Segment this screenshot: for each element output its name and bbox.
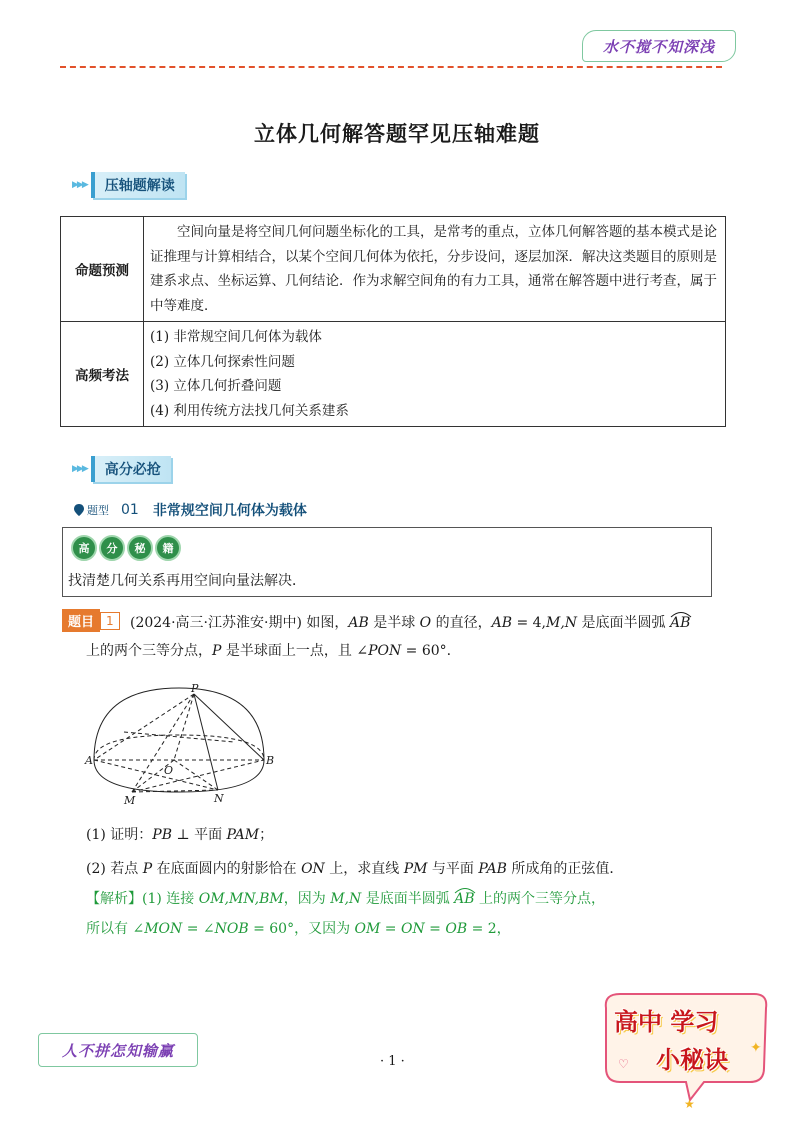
question-1: (1) 证明：PB ⊥ 平面 PAM；: [86, 827, 274, 843]
table-head-methods: 高频考法: [61, 322, 144, 427]
location-pin-icon: [74, 504, 84, 516]
section-banner-label: 压轴题解读: [91, 172, 185, 198]
arc-icon: [670, 610, 692, 618]
type-title: 非常规空间几何体为载体: [152, 503, 307, 519]
point-label-m: M: [124, 794, 136, 807]
problem-line-1: (2024·高三·江苏淮安·期中) 如图，AB 是半球 O 的直径，AB = 4,M,N 是底面半圆弧 AB: [130, 612, 690, 632]
badge-line-2: 小秘诀: [656, 1046, 728, 1074]
problem-label: 题目: [62, 609, 100, 632]
list-item: (1) 非常规空间几何体为载体: [150, 329, 322, 345]
point-label-b: B: [266, 754, 274, 767]
section-banner-analysis: [72, 172, 185, 198]
point-label-p: P: [191, 682, 199, 695]
problem-number: 1: [100, 612, 120, 630]
point-label-n: N: [214, 792, 224, 805]
tips-text: 找清楚几何关系再用空间向量法解决．: [68, 573, 306, 589]
triangle-arrows-icon: ▶▶▶: [72, 464, 87, 474]
list-item: (2) 立体几何探索性问题: [150, 353, 295, 370]
problem-line-2: 上的两个三等分点，P 是半球面上一点，且 ∠PON = 60°.: [86, 643, 452, 659]
badge-line-1: 高中 学习: [614, 1008, 719, 1036]
type-tag: 题型: [87, 504, 109, 517]
tips-badge: [71, 535, 183, 561]
tip-char: 高: [71, 535, 97, 561]
tips-box: [62, 527, 712, 597]
sparkle-icon: ✦: [750, 1040, 762, 1056]
forecast-paragraph: 空间向量是将空间几何问题坐标化的工具，是常考的重点，立体几何解答题的基本模式是论证推理与计算相结合，以某个空间几何体为依托，分步设问，逐层加深．解决这类题目的原则是建系求点、坐标运算、几何结论．作为求解空间角的有力工具，通常在解答题中进行考查，属于中等难度．: [150, 224, 717, 314]
tip-char: 分: [99, 535, 125, 561]
info-table: [60, 216, 726, 427]
study-tips-badge: [594, 988, 774, 1110]
page-number: · 1 ·: [380, 1054, 405, 1069]
header-motto: 水不搅不知深浅: [582, 30, 736, 62]
section-banner-score: [72, 456, 171, 482]
page-title: 立体几何解答题罕见压轴难题: [254, 122, 540, 146]
question-type-line: [74, 500, 307, 520]
star-icon: ★: [684, 1097, 695, 1110]
solution-line-2: 所以有 ∠MON = ∠NOB = 60°，又因为 OM = ON = OB = 2，: [86, 921, 511, 937]
section-banner-label: 高分必抢: [91, 456, 171, 482]
tip-char: 籍: [155, 535, 181, 561]
problem-tag: [62, 609, 120, 632]
solution-line-1: 【解析】(1) 连接 OM,MN,BM，因为 M,N 是底面半圆弧 AB 上的两个三等分点，: [86, 888, 605, 908]
header-divider: [60, 66, 722, 68]
list-item: (3) 立体几何折叠问题: [150, 378, 282, 394]
tip-char: 秘: [127, 535, 153, 561]
table-head-forecast: 命题预测: [61, 217, 144, 322]
arc-ab: AB: [670, 615, 690, 631]
question-2: (2) 若点 P 在底面圆内的射影恰在 ON 上，求直线 PM 与平面 PAB 所成角的正弦值．: [86, 861, 624, 877]
arc-icon: [454, 886, 476, 894]
point-label-a: A: [85, 754, 93, 767]
triangle-arrows-icon: ▶▶▶: [72, 180, 87, 190]
list-item: (4) 利用传统方法找几何关系建系: [150, 402, 349, 419]
arc-ab: AB: [454, 891, 474, 907]
type-number: 01: [121, 502, 139, 518]
hemisphere-figure: [84, 680, 274, 810]
point-label-o: O: [164, 764, 174, 777]
footer-motto: 人不拼怎知输赢: [38, 1033, 198, 1067]
table-row: [61, 322, 726, 427]
table-row: [61, 217, 726, 322]
heart-icon: ♡: [618, 1057, 629, 1071]
